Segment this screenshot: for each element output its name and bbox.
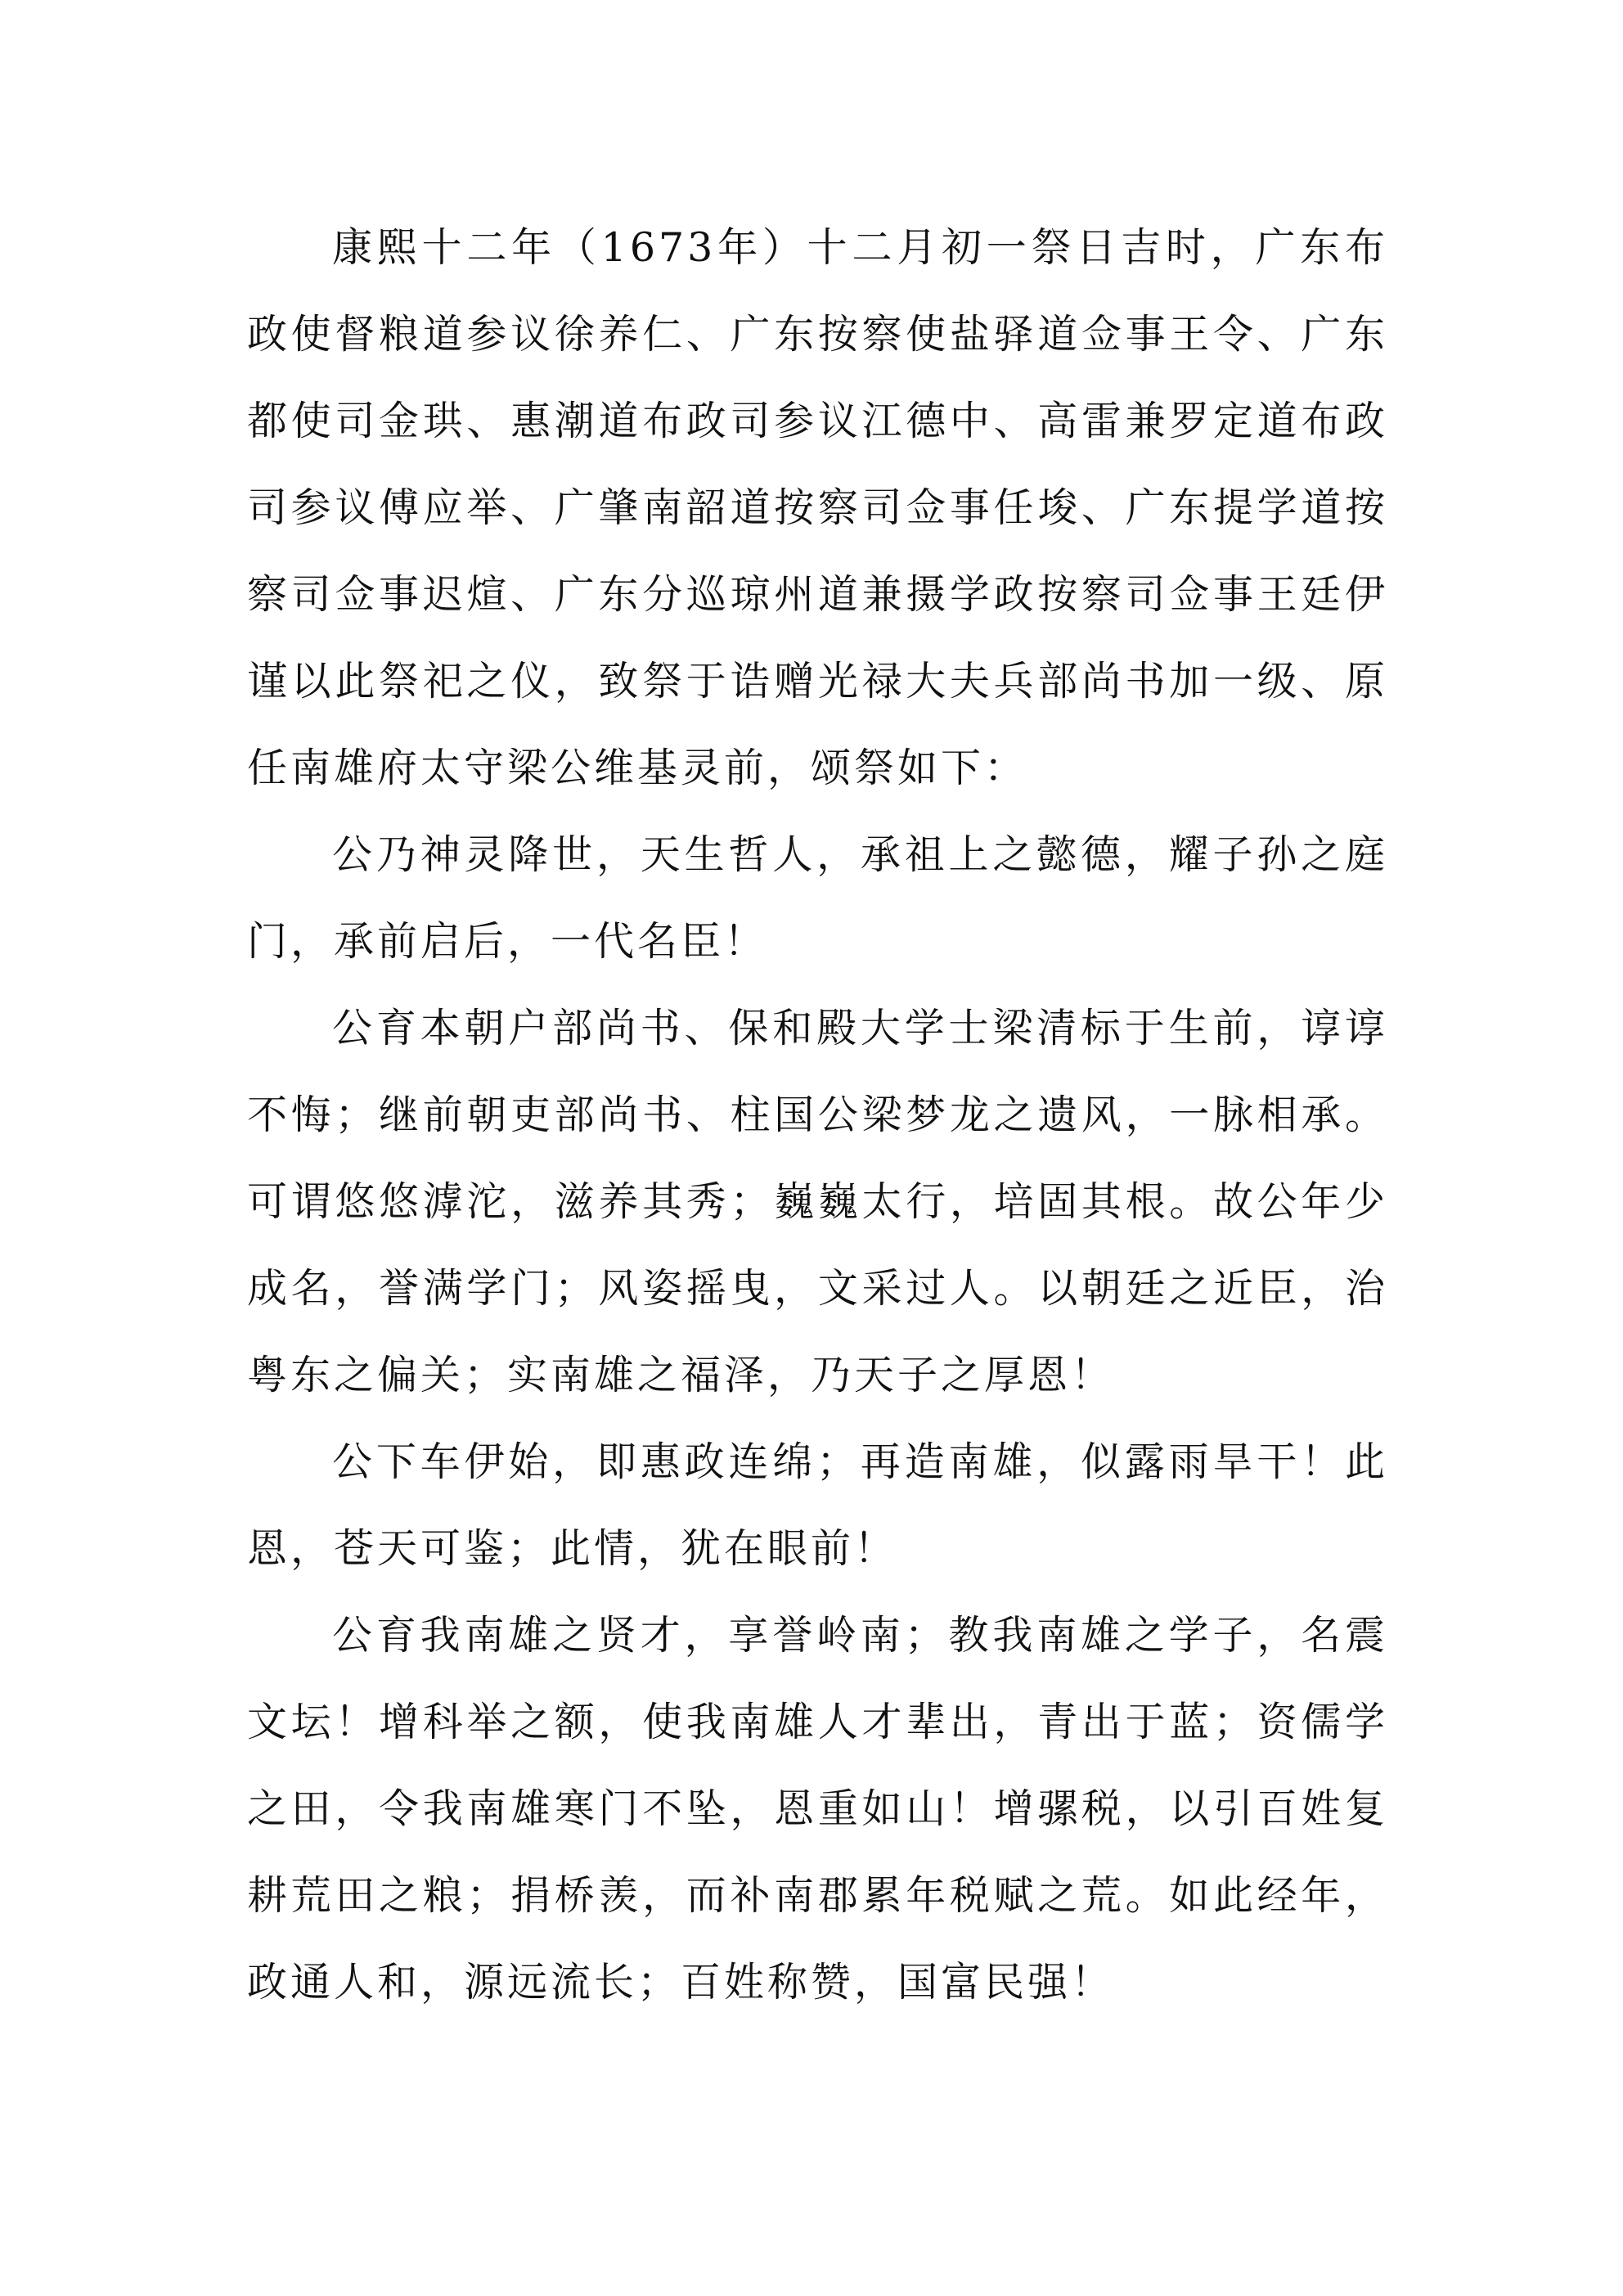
document-body [247,205,1388,2026]
paragraph-family-legacy: 公育本朝户部尚书、保和殿大学士梁清标于生前，谆谆不悔；继前朝吏部尚书、柱国公梁梦龙之遗风，一脉相承。可谓悠悠滹沱，滋养其秀；巍巍太行，培固其根。故公年少成名，誉满学门；风姿摇曳，文采过人。以朝廷之近臣，治粤东之偏关；实南雄之福泽，乃天子之厚恩！ [247,1005,1388,1398]
paragraph-lineage: 公乃神灵降世，天生哲人，承祖上之懿德，耀子孙之庭门，承前启后，一代名臣！ [247,831,1388,965]
paragraph-benevolent-rule: 公下车伊始，即惠政连绵；再造南雄，似露雨旱干！此恩，苍天可鉴；此情，犹在眼前！ [247,1438,1388,1572]
paragraph-preface: 康熙十二年（1673年）十二月初一祭日吉时，广东布政使督粮道参议徐养仁、广东按察使盐驿道佥事王令、广东都使司金珙、惠潮道布政司参议江德中、高雷兼罗定道布政司参议傅应举、广肇南韶道按察司佥事任埈、广东提学道按察司佥事迟煊、广东分巡琼州道兼摄学政按察司佥事王廷伊谨以此祭祀之仪，致祭于诰赠光禄大夫兵部尚书加一级、原任南雄府太守梁公维基灵前，颂祭如下： [247,224,1388,791]
paragraph-education-and-taxes: 公育我南雄之贤才，享誉岭南；教我南雄之学子，名震文坛！增科举之额，使我南雄人才辈出，青出于蓝；资儒学之田，令我南雄寒门不坠，恩重如山！增骡税，以引百姓复耕荒田之粮；捐桥羡，而补南郡累年税赋之荒。如此经年，政通人和，源远流长；百姓称赞，国富民强！ [247,1612,1388,2006]
